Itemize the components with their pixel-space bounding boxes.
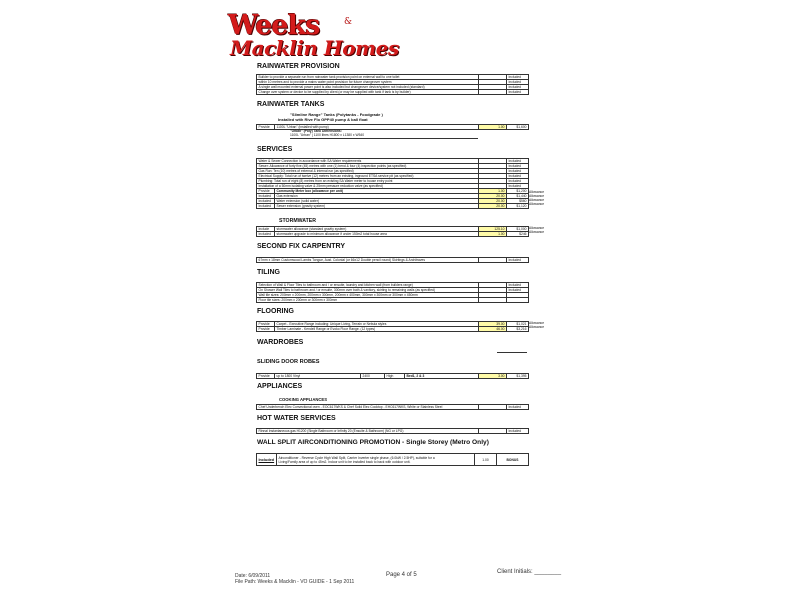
row-qty: 1.00 <box>479 125 507 130</box>
aircon-desc-line1: Airconditioner - Reverse Cycle High Wall Split, Carrier Inverter single phase, (6.0kW / 2.5HP), suitable for a <box>278 455 435 460</box>
row-description: 67mm x 18mm Customwood Lambs Tongue, Aust. Colonial (or 66x12 Double pencil round) Skirtings & Architraves <box>257 258 479 263</box>
row-description <box>277 454 475 466</box>
section-heading-tiling: TILING <box>257 269 280 276</box>
row-description: Gas extension <box>275 194 479 199</box>
row-description: On Shower Wall Tiles to bathroom and / or ensuite, 300mm over bath & vanitory, skirting to remaining walls (as specified) <box>257 288 479 293</box>
row-qty: 1.00 <box>479 189 507 194</box>
row-label: Included <box>257 232 275 237</box>
row-qty: 1.00 <box>475 454 497 466</box>
row-price: Included <box>507 169 529 174</box>
row-status: Included <box>507 429 529 434</box>
row-price: Included <box>507 174 529 179</box>
aircon-desc-line2: Living/Family area of up to 45m2. Indoor unit to be installed back to back with outdoor unit. <box>278 459 411 464</box>
aircon-table <box>256 453 529 466</box>
row-qty: 20.00 <box>479 194 507 199</box>
table-row <box>257 374 529 379</box>
section-heading-aircon: WALL SPLIT AIRCONDITIONING PROMOTION - Single Storey (Metro Only) <box>257 439 489 446</box>
allowance-note: Allowance <box>529 194 545 198</box>
row-description: Rinnai Instantaneous gas H1200 (Single Bathroom or Infinity 20 (Ensuite & Bathroom) (NG or LPG) <box>257 429 479 434</box>
row-price: $1,000 <box>507 227 529 232</box>
wardrobes-table <box>256 373 529 379</box>
second-fix-table <box>256 257 529 263</box>
rainwater-provision-table <box>256 74 529 95</box>
row-label: Provide <box>257 125 275 130</box>
row-description: Carpet - Executive Range including: Unique Living, Terrain or Nebula styles <box>275 322 479 327</box>
row-description: Selection of Wall & Floor Tiles to bathroom and / or ensuite, laundry and kitchen wall (from builders range) <box>257 283 479 288</box>
row-price: Included <box>507 164 529 169</box>
subsection-heading-stormwater: STORMWATER <box>279 218 316 224</box>
row-price: Included <box>507 184 529 189</box>
tanks-dimension-title: "Urban" (Poly) Tank Dimensions: <box>290 129 342 133</box>
allowance-note: Allowance <box>529 230 545 234</box>
table-row <box>257 90 529 95</box>
section-heading-hot-water: HOT WATER SERVICES <box>257 415 336 422</box>
row-price: $246 <box>507 232 529 237</box>
footer-file-path: File Path: Weeks & Macklin - VO GUIDE - 1 Sep 2011 <box>235 579 355 585</box>
row-qty: 39.00 <box>479 322 507 327</box>
row-beds: Bed1, 2 & 3 <box>405 374 479 379</box>
tanks-pump-line: Installed with Rive Flo GPP40 pump & ball float <box>278 117 368 122</box>
row-status: Included <box>507 283 529 288</box>
row-qty: 46.00 <box>479 327 507 332</box>
row-description: Electrical Supply: Total run of twelve (12) metres from an existing, inground ETSA service pit (as specified) <box>257 174 479 179</box>
row-description: Chef Underbench Elec Convectional oven - EOC617WKS & Chef Solid Elec Cooktop - EHC617WKS, White or Stainless Steel <box>257 405 479 410</box>
stormwater-table <box>256 226 529 237</box>
appliances-table <box>256 404 529 410</box>
row-qty: 3.00 <box>479 374 507 379</box>
section-heading-flooring: FLOORING <box>257 308 294 315</box>
row-status: Included <box>507 80 529 85</box>
row-label: Included <box>257 194 275 199</box>
row-label: Included <box>257 204 275 209</box>
row-description: within 10 metres and to provide a mains water point provision for future changeover system <box>257 80 479 85</box>
row-qty: 1.00 <box>479 232 507 237</box>
subsection-heading-cooking: COOKING APPLIANCES <box>279 397 328 402</box>
table-row <box>257 454 529 466</box>
row-price: $1,395 <box>507 374 529 379</box>
section-heading-rainwater-tanks: RAINWATER TANKS <box>257 101 325 108</box>
row-price: BONUS <box>497 454 529 466</box>
tiling-table <box>256 282 529 303</box>
section-heading-appliances: APPLIANCES <box>257 383 303 390</box>
row-height: 2400 <box>361 374 385 379</box>
row-status: Included <box>507 75 529 80</box>
row-description: Gas Run: Ten (10) metres of external & internal run (as specified) <box>257 169 479 174</box>
row-label: Provide <box>257 374 275 379</box>
allowance-note: Allowance <box>529 198 545 202</box>
row-status: Included <box>507 405 529 410</box>
row-description: stormwater upgrade to minimum allowance if under 150m2 total house area <box>275 232 479 237</box>
row-description: Floor tile sizes: 200mm x 200mm or 300mm x 300mm <box>257 298 479 303</box>
footer-client-initials: Client Initials: ________ <box>497 569 562 575</box>
row-price: $560 <box>507 199 529 204</box>
row-description: Community Meter box (allowance per unit) <box>275 189 479 194</box>
table-row <box>257 298 529 303</box>
row-description: Water & Sewer Connection in accordance with SA Water requirements <box>257 159 479 164</box>
row-price: Included <box>507 179 529 184</box>
company-logo <box>228 10 399 66</box>
row-price: $1,120 <box>507 204 529 209</box>
row-label: Provide <box>257 327 275 332</box>
row-description: 1100L "Urban" (installed with pump) <box>275 125 479 130</box>
table-row <box>257 204 529 209</box>
section-heading-rainwater-provision: RAINWATER PROVISION <box>257 63 340 70</box>
row-qty: 20.00 <box>479 199 507 204</box>
allowance-note: Allowance <box>529 325 545 329</box>
allowance-note: Allowance <box>529 226 545 230</box>
section-heading-wardrobes: WARDROBES <box>257 339 304 346</box>
row-description: Change over system or device to be supplied by client (or may be supplied with tank if tank is by builder) <box>257 90 479 95</box>
section-heading-second-fix: SECOND FIX CARPENTRY <box>257 243 346 250</box>
tanks-dimension-row: 1100L "Urban" | 1100 litres H1800 x L1380 x W540 <box>290 133 365 137</box>
row-description: Sewer extension (gravity system) <box>275 204 479 209</box>
row-status: Included <box>507 288 529 293</box>
footer-date: Date: 6/09/2011 <box>235 573 271 579</box>
row-status <box>507 298 529 303</box>
subsection-heading-sliding-door-robes: SLIDING DOOR ROBES <box>257 359 320 365</box>
row-description: Sewer: Allowance of forty five (45) metres with one (1) bend & four (4) inspection points (as specified) <box>257 164 479 169</box>
flooring-table <box>256 321 529 332</box>
footer-page-number: Page 4 of 5 <box>386 572 417 578</box>
row-description: up to 1800 Vinyl <box>275 374 361 379</box>
row-price: Included <box>507 159 529 164</box>
table-row <box>257 405 529 410</box>
row-label: Included <box>257 454 277 466</box>
row-status: Included <box>507 85 529 90</box>
logo-line1: Weeks <box>228 10 320 41</box>
row-description: Timber Laminate - Kendell Range or Evoko Floor Range. (12 types) <box>275 327 479 332</box>
logo-amp: & <box>344 17 353 27</box>
row-price: $3,216 <box>507 327 529 332</box>
hot-water-table <box>256 428 529 434</box>
row-price: $1,600 <box>507 125 529 130</box>
row-qty: 125.10 <box>479 227 507 232</box>
row-label: Include <box>257 227 275 232</box>
row-label: Included <box>257 199 275 204</box>
row-description: Water extension (solid water) <box>275 199 479 204</box>
row-qty: 20.00 <box>479 204 507 209</box>
allowance-note: Allowance <box>529 321 545 325</box>
row-status: Included <box>507 90 529 95</box>
row-price: $1,021 <box>507 322 529 327</box>
table-row <box>257 327 529 332</box>
row-description: Plumbing: Total run of eight (8) metres from an existing SA Water meter to house entry point <box>257 179 479 184</box>
table-row <box>257 232 529 237</box>
section-heading-services: SERVICES <box>257 146 293 153</box>
row-label: Provide <box>257 189 275 194</box>
row-status: Included <box>507 258 529 263</box>
row-type: High <box>385 374 405 379</box>
row-description: A single wall mounted external power point is also included but changeover device/system not included (standard) <box>257 85 479 90</box>
row-price: $1,200 <box>507 189 529 194</box>
table-row <box>257 429 529 434</box>
allowance-note: Allowance <box>529 190 545 194</box>
row-description: stormwater allowance (standard gravity system) <box>275 227 479 232</box>
divider <box>497 352 527 353</box>
row-description: Wall tile sizes: 200mm x 200mm, 200mm x 300mm, 200mm x 400mm, 300mm x 300mm or 300mm x 450mm <box>257 293 479 298</box>
row-description: Installation of a 50mm isolating valve & 25mm pressure reduction valve (as specified) <box>257 184 479 189</box>
logo-line2: Macklin Homes <box>230 36 399 60</box>
tanks-range-line: "Slimline Range" Tanks (Polytanks - Foodgrade ) <box>290 112 383 117</box>
services-table <box>256 158 529 209</box>
row-label: Provide <box>257 322 275 327</box>
allowance-note: Allowance <box>529 202 545 206</box>
table-row <box>257 258 529 263</box>
row-price: $1,440 <box>507 194 529 199</box>
row-description: Builder to provide a separate run from rainwater tank provision point on external wall to one toilet <box>257 75 479 80</box>
divider <box>290 138 478 139</box>
